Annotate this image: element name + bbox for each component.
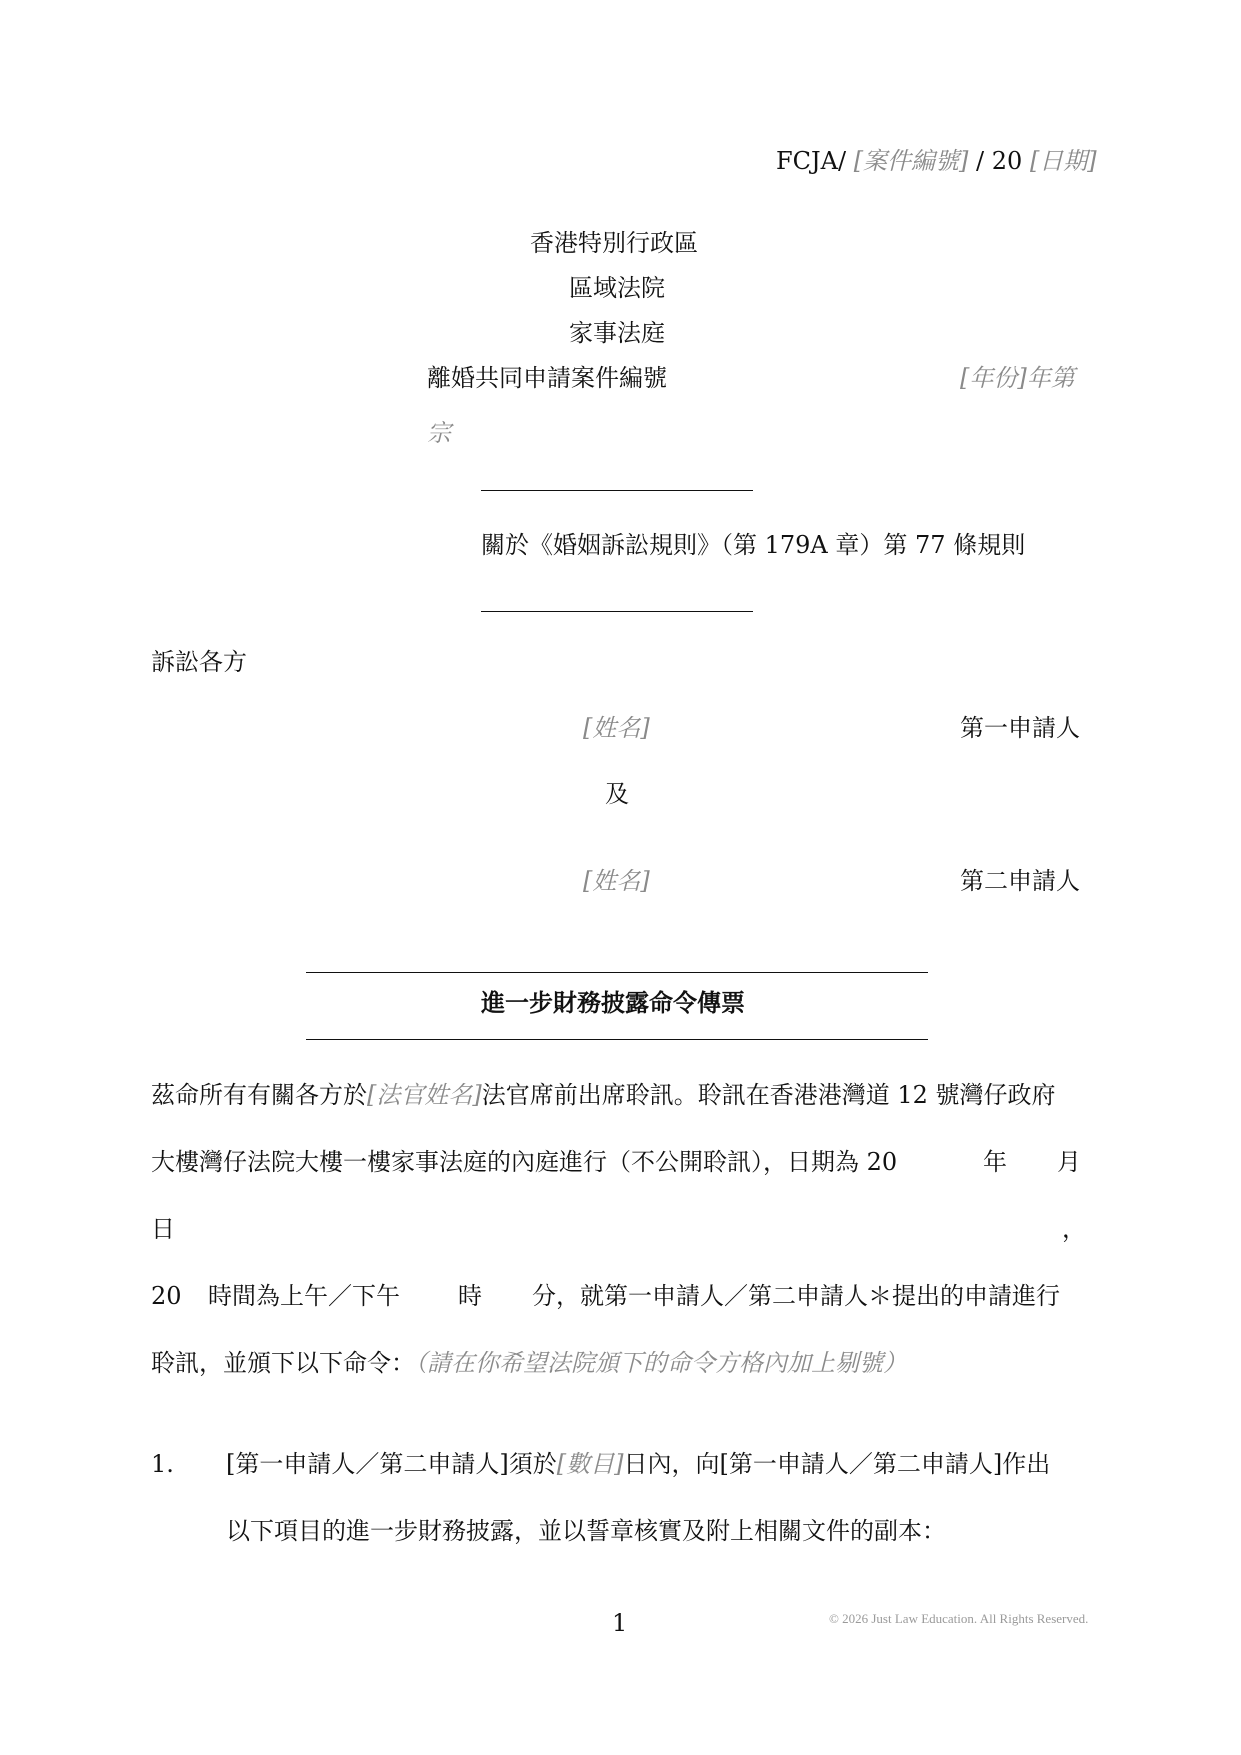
case-ref-mid: / 20 — [968, 147, 1030, 175]
body-line-2-text: 大樓灣仔法院大樓一樓家事法庭的內庭進行（不公開聆訊），日期為 20 — [151, 1148, 898, 1176]
body-line-4-text: 分，就第一申請人／第二申請人＊提出的申請進行 — [532, 1282, 1060, 1310]
item-1-text-b: 日內，向[第一申請人／第二申請人]作出 — [623, 1450, 1051, 1478]
court-line-2: 區域法院 — [569, 274, 665, 302]
body-line-4-year: 20 — [151, 1282, 182, 1310]
judge-name-placeholder: [法官姓名] — [367, 1081, 482, 1109]
case-reference — [776, 146, 1097, 176]
body-line-2-month: 月 — [1057, 1148, 1081, 1176]
title-rule-bottom — [306, 1039, 928, 1040]
year-placeholder: [年份] — [960, 364, 1027, 392]
body-l5-text: 聆訊，並頒下以下命令： — [151, 1349, 415, 1377]
case-type-label: 離婚共同申請案件編號 — [427, 364, 667, 392]
body-l1-text-b: 法官席前出席聆訊。聆訊在香港港灣道 12 號灣仔政府 — [481, 1081, 1056, 1109]
body-line-2-year: 年 — [983, 1148, 1007, 1176]
party1-name-placeholder: [姓名] — [583, 714, 650, 742]
party2-role: 第二申請人 — [960, 867, 1080, 895]
item-1-number: 1. — [151, 1450, 174, 1478]
page-number: 1 — [612, 1609, 628, 1637]
document-title: 進一步財務披露命令傳票 — [481, 988, 745, 1017]
rule-reference: 關於《婚姻訴訟規則》（第 179A 章）第 77 條規則 — [481, 531, 1026, 559]
body-line-4-hour: 時 — [458, 1282, 482, 1310]
copyright-notice: © 2026 Just Law Education. All Rights Reserved. — [829, 1611, 1089, 1626]
court-line-3: 家事法庭 — [569, 319, 665, 347]
body-line-1 — [151, 1080, 1056, 1110]
party1-role: 第一申請人 — [960, 714, 1080, 742]
title-rule-top — [306, 972, 928, 973]
case-zong: 宗 — [427, 419, 451, 447]
divider-top — [481, 490, 753, 491]
case-year — [960, 363, 1075, 393]
court-line-1: 香港特別行政區 — [530, 229, 698, 257]
date-placeholder: [日期] — [1029, 147, 1097, 175]
party2-name-placeholder: [姓名] — [583, 867, 650, 895]
parties-and: 及 — [605, 780, 629, 808]
body-l1-text-a: 茲命所有有關各方於 — [151, 1081, 367, 1109]
body-line-5 — [151, 1348, 907, 1378]
case-number-placeholder: [案件編號] — [853, 147, 969, 175]
body-line-4-time: 時間為上午／下午 — [208, 1282, 400, 1310]
item-1-line-1 — [226, 1449, 1050, 1479]
year-suffix: 年第 — [1026, 364, 1075, 392]
parties-heading: 訴訟各方 — [151, 648, 247, 676]
item-1-text-a: [第一申請人／第二申請人]須於 — [226, 1450, 557, 1478]
number-placeholder: [數目] — [556, 1450, 624, 1478]
case-ref-prefix: FCJA/ — [776, 147, 854, 175]
body-line-3-comma: ， — [1062, 1215, 1086, 1243]
item-1-line-2: 以下項目的進一步財務披露，並以誓章核實及附上相關文件的副本： — [226, 1517, 946, 1545]
divider-bottom — [481, 611, 753, 612]
instruction-note: （請在你希望法院頒下的命令方格內加上剔號） — [415, 1349, 907, 1377]
body-line-3-day: 日 — [151, 1215, 175, 1243]
